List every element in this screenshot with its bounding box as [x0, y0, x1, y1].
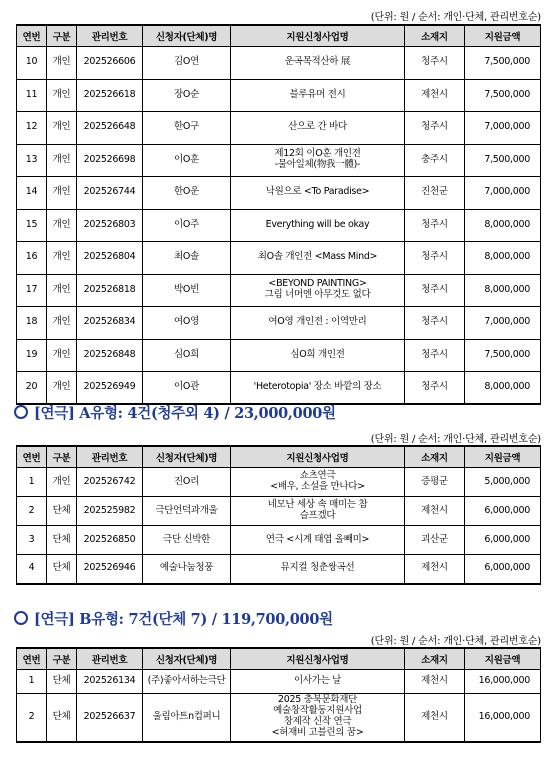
- cell-category: 개인: [47, 339, 77, 372]
- table-row: [17, 339, 541, 372]
- table-row: [17, 526, 541, 555]
- cell-management-number: 202526742: [77, 468, 143, 497]
- cell-row-number: 1: [17, 468, 47, 497]
- cell-grant-amount: 16,000,000: [465, 694, 541, 742]
- column-header-location: 소재지: [405, 25, 465, 47]
- cell-grant-amount: 7,000,000: [465, 112, 541, 145]
- cell-grant-amount: 6,000,000: [465, 555, 541, 584]
- cell-grant-amount: 6,000,000: [465, 497, 541, 526]
- cell-applicant-name: 김O연: [143, 47, 231, 80]
- cell-category: 개인: [47, 274, 77, 307]
- cell-row-number: 16: [17, 242, 47, 275]
- column-header-management-number: 관리번호: [77, 648, 143, 670]
- cell-project-name: 산으로 간 바다: [231, 112, 405, 145]
- table-row: [17, 242, 541, 275]
- table-row: [17, 372, 541, 405]
- circle-bullet-icon: [14, 405, 28, 419]
- table-row: [17, 79, 541, 112]
- cell-applicant-name: 장O순: [143, 79, 231, 112]
- cell-category: 개인: [47, 47, 77, 80]
- cell-location: 제천시: [405, 694, 465, 742]
- table-row: [17, 47, 541, 80]
- cell-location: 청주시: [405, 274, 465, 307]
- cell-row-number: 2: [17, 694, 47, 742]
- table-row: [17, 144, 541, 177]
- cell-applicant-name: 울림아트n컴퍼니: [143, 694, 231, 742]
- cell-row-number: 12: [17, 112, 47, 145]
- cell-project-name: 쇼츠연극 <배우, 소설을 만나다>: [231, 468, 405, 497]
- cell-category: 개인: [47, 372, 77, 405]
- column-header-applicant-name: 신청자(단체)명: [143, 446, 231, 468]
- cell-management-number: 202526946: [77, 555, 143, 584]
- section-heading-a-text: [연극] A유형: 4건(청주외 4) / 23,000,000원: [34, 405, 336, 422]
- column-header-applicant-name: 신청자(단체)명: [143, 25, 231, 47]
- cell-category: 개인: [47, 307, 77, 340]
- cell-grant-amount: 7,500,000: [465, 339, 541, 372]
- cell-category: 개인: [47, 242, 77, 275]
- cell-grant-amount: 7,500,000: [465, 79, 541, 112]
- cell-management-number: 202526949: [77, 372, 143, 405]
- cell-applicant-name: 진O리: [143, 468, 231, 497]
- section-heading-b-text: [연극] B유형: 7건(단체 7) / 119,700,000원: [34, 611, 333, 628]
- cell-location: 증평군: [405, 468, 465, 497]
- cell-category: 개인: [47, 144, 77, 177]
- table-row: [17, 468, 541, 497]
- grant-table-1: [16, 24, 541, 405]
- cell-row-number: 15: [17, 209, 47, 242]
- cell-applicant-name: 한O운: [143, 177, 231, 210]
- cell-row-number: 13: [17, 144, 47, 177]
- cell-grant-amount: 8,000,000: [465, 242, 541, 275]
- cell-row-number: 11: [17, 79, 47, 112]
- cell-project-name: 2025 충북문화재단 예술창작활동지원사업 창제작 신작 연극 <허재비 고블린의 꿈>: [231, 694, 405, 742]
- cell-row-number: 10: [17, 47, 47, 80]
- cell-row-number: 14: [17, 177, 47, 210]
- cell-category: 개인: [47, 112, 77, 145]
- cell-management-number: 202526637: [77, 694, 143, 742]
- cell-management-number: 202526850: [77, 526, 143, 555]
- cell-row-number: 17: [17, 274, 47, 307]
- column-header-applicant-name: 신청자(단체)명: [143, 648, 231, 670]
- cell-project-name: 낙원으로 <To Paradise>: [231, 177, 405, 210]
- cell-project-name: 연극 <시계 태엽 올빼미>: [231, 526, 405, 555]
- cell-management-number: 202526698: [77, 144, 143, 177]
- cell-grant-amount: 5,000,000: [465, 468, 541, 497]
- cell-row-number: 4: [17, 555, 47, 584]
- cell-applicant-name: 이O훈: [143, 144, 231, 177]
- cell-location: 충주시: [405, 144, 465, 177]
- cell-project-name: 운곡목적산하 展: [231, 47, 405, 80]
- column-header-project-name: 지원신청사업명: [231, 446, 405, 468]
- column-header-category: 구분: [47, 648, 77, 670]
- cell-management-number: 202526803: [77, 209, 143, 242]
- cell-row-number: 19: [17, 339, 47, 372]
- cell-category: 개인: [47, 79, 77, 112]
- cell-applicant-name: 이O관: [143, 372, 231, 405]
- cell-applicant-name: 한O구: [143, 112, 231, 145]
- cell-management-number: 202526618: [77, 79, 143, 112]
- cell-project-name: 네모난 세상 속 매미는 참 슬프겠다: [231, 497, 405, 526]
- column-header-location: 소재지: [405, 648, 465, 670]
- column-header-management-number: 관리번호: [77, 446, 143, 468]
- column-header-row-number: 연번: [17, 446, 47, 468]
- cell-category: 단체: [47, 526, 77, 555]
- cell-location: 청주시: [405, 242, 465, 275]
- cell-grant-amount: 7,000,000: [465, 177, 541, 210]
- column-header-project-name: 지원신청사업명: [231, 25, 405, 47]
- column-header-category: 구분: [47, 446, 77, 468]
- cell-applicant-name: 극단언덕과개울: [143, 497, 231, 526]
- grant-table-2: [16, 445, 541, 585]
- section-heading-b: [14, 608, 333, 629]
- table-row: [17, 209, 541, 242]
- column-header-category: 구분: [47, 25, 77, 47]
- cell-category: 단체: [47, 555, 77, 584]
- cell-grant-amount: 8,000,000: [465, 209, 541, 242]
- unit-note: (단위: 원 / 순서: 개인·단체, 관리번호순): [370, 636, 541, 647]
- circle-bullet-icon: [14, 611, 28, 625]
- cell-management-number: 202526804: [77, 242, 143, 275]
- cell-project-name: 심O희 개인전: [231, 339, 405, 372]
- grant-table-3: [16, 647, 541, 743]
- table-row: [17, 555, 541, 584]
- cell-management-number: 202525982: [77, 497, 143, 526]
- cell-category: 개인: [47, 177, 77, 210]
- cell-management-number: 202526606: [77, 47, 143, 80]
- cell-category: 단체: [47, 694, 77, 742]
- cell-grant-amount: 8,000,000: [465, 372, 541, 405]
- cell-project-name: 'Heterotopia' 장소 바깥의 장소: [231, 372, 405, 405]
- column-header-row-number: 연번: [17, 25, 47, 47]
- cell-category: 단체: [47, 497, 77, 526]
- cell-location: 제천시: [405, 79, 465, 112]
- table-row: [17, 307, 541, 340]
- column-header-project-name: 지원신청사업명: [231, 648, 405, 670]
- cell-grant-amount: 7,500,000: [465, 47, 541, 80]
- unit-note: (단위: 원 / 순서: 개인·단체, 관리번호순): [370, 434, 541, 445]
- cell-category: 단체: [47, 670, 77, 694]
- cell-location: 청주시: [405, 209, 465, 242]
- cell-applicant-name: 박O빈: [143, 274, 231, 307]
- cell-project-name: 최O솔 개인전 <Mass Mind>: [231, 242, 405, 275]
- cell-grant-amount: 6,000,000: [465, 526, 541, 555]
- cell-applicant-name: (주)좋아서하는극단: [143, 670, 231, 694]
- cell-category: 개인: [47, 209, 77, 242]
- column-header-row-number: 연번: [17, 648, 47, 670]
- cell-row-number: 2: [17, 497, 47, 526]
- cell-location: 청주시: [405, 372, 465, 405]
- cell-location: 제천시: [405, 497, 465, 526]
- cell-row-number: 3: [17, 526, 47, 555]
- cell-row-number: 18: [17, 307, 47, 340]
- cell-management-number: 202526818: [77, 274, 143, 307]
- cell-applicant-name: 이O주: [143, 209, 231, 242]
- cell-project-name: 이사가는 날: [231, 670, 405, 694]
- cell-applicant-name: 심O희: [143, 339, 231, 372]
- cell-management-number: 202526648: [77, 112, 143, 145]
- table-row: [17, 177, 541, 210]
- table-row: [17, 497, 541, 526]
- cell-applicant-name: 최O솔: [143, 242, 231, 275]
- cell-grant-amount: 16,000,000: [465, 670, 541, 694]
- cell-project-name: 블루유머 전시: [231, 79, 405, 112]
- section-heading-a: [14, 402, 336, 423]
- cell-grant-amount: 8,000,000: [465, 274, 541, 307]
- cell-location: 청주시: [405, 47, 465, 80]
- cell-location: 괴산군: [405, 526, 465, 555]
- cell-row-number: 1: [17, 670, 47, 694]
- column-header-location: 소재지: [405, 446, 465, 468]
- unit-note: (단위: 원 / 순서: 개인·단체, 관리번호순): [370, 12, 541, 23]
- cell-location: 제천시: [405, 555, 465, 584]
- cell-project-name: 뮤지컬 청춘쌍곡선: [231, 555, 405, 584]
- cell-management-number: 202526744: [77, 177, 143, 210]
- cell-location: 청주시: [405, 339, 465, 372]
- cell-management-number: 202526848: [77, 339, 143, 372]
- cell-management-number: 202526834: [77, 307, 143, 340]
- table-row: [17, 274, 541, 307]
- cell-grant-amount: 7,000,000: [465, 307, 541, 340]
- cell-location: 청주시: [405, 307, 465, 340]
- cell-grant-amount: 7,500,000: [465, 144, 541, 177]
- table-row: [17, 112, 541, 145]
- cell-project-name: 여O영 개인전 : 이역만리: [231, 307, 405, 340]
- column-header-grant-amount: 지원금액: [465, 446, 541, 468]
- cell-location: 제천시: [405, 670, 465, 694]
- column-header-grant-amount: 지원금액: [465, 25, 541, 47]
- cell-applicant-name: 예술나눔청풍: [143, 555, 231, 584]
- cell-location: 청주시: [405, 112, 465, 145]
- cell-applicant-name: 여O영: [143, 307, 231, 340]
- column-header-management-number: 관리번호: [77, 25, 143, 47]
- cell-category: 개인: [47, 468, 77, 497]
- column-header-grant-amount: 지원금액: [465, 648, 541, 670]
- cell-project-name: Everything will be okay: [231, 209, 405, 242]
- cell-applicant-name: 극단 신박한: [143, 526, 231, 555]
- cell-project-name: <BEYOND PAINTING> 그림 너머엔 아무것도 없다: [231, 274, 405, 307]
- cell-location: 진천군: [405, 177, 465, 210]
- cell-project-name: 제12회 이O훈 개인전 -물아일체(物我一體)-: [231, 144, 405, 177]
- table-row: [17, 670, 541, 694]
- table-row: [17, 694, 541, 742]
- cell-management-number: 202526134: [77, 670, 143, 694]
- cell-row-number: 20: [17, 372, 47, 405]
